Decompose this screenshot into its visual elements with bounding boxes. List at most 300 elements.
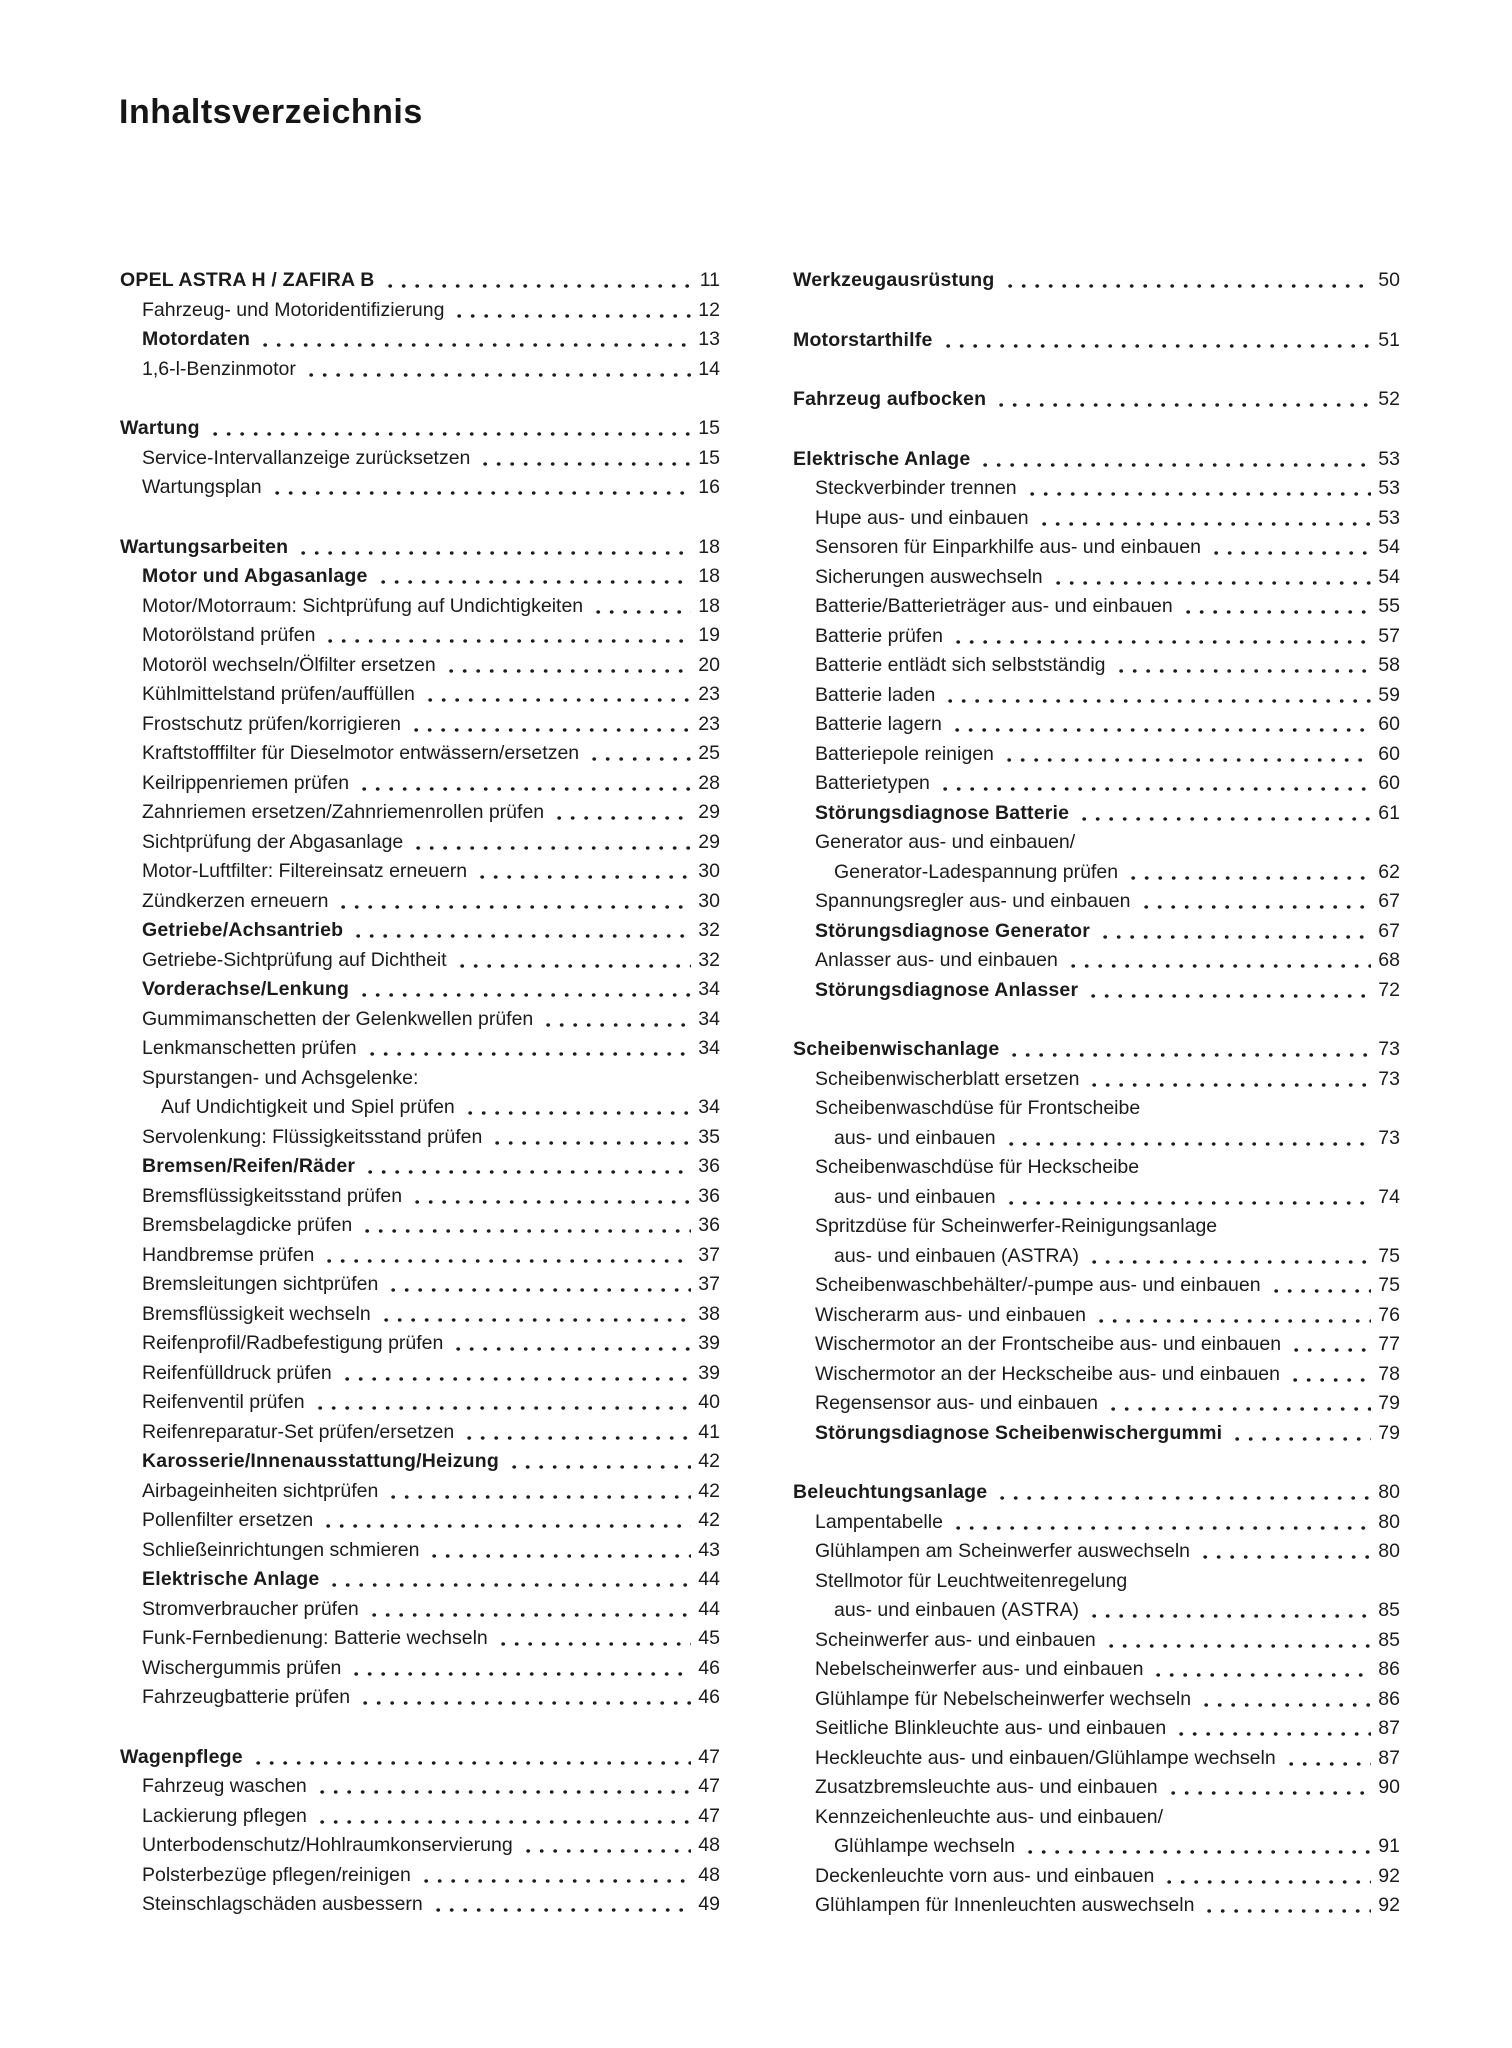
toc-entry-page: 34	[698, 1037, 720, 1059]
toc-entry-label: Funk-Fernbedienung: Batterie wechseln	[142, 1627, 488, 1649]
toc-entry-label: Lampentabelle	[815, 1510, 943, 1533]
toc-entry-label: Wischergummis prüfen	[142, 1656, 342, 1679]
toc-entry	[120, 1654, 720, 1684]
toc-entry	[120, 1034, 720, 1064]
toc-entry	[793, 1537, 1400, 1567]
toc-entry-page: 20	[698, 653, 720, 676]
toc-entry-label: Getriebe-Sichtprüfung auf Dichtheit	[142, 948, 447, 971]
toc-entry-label: Generator-Ladespannung prüfen	[834, 860, 1119, 883]
toc-entry-page: 34	[698, 1096, 720, 1118]
toc-entry	[120, 1093, 720, 1123]
dot-leader	[1095, 1301, 1371, 1331]
toc-entry-page: 34	[698, 978, 720, 1000]
dot-leader	[1167, 1773, 1372, 1803]
toc-entry-page: 72	[1378, 978, 1400, 1001]
dot-leader	[341, 1359, 692, 1389]
dot-leader	[424, 680, 691, 710]
dot-leader	[387, 1477, 691, 1507]
toc-entry-label: Batterie laden	[815, 683, 936, 706]
toc-entry	[793, 1301, 1400, 1331]
dot-leader	[358, 975, 691, 1005]
toc-entry-label: Vorderachse/Lenkung	[142, 978, 350, 1000]
dot-leader	[476, 857, 691, 887]
toc-entry	[120, 1683, 720, 1713]
toc-entry	[793, 622, 1400, 652]
toc-entry-page: 85	[1378, 1628, 1400, 1651]
toc-entry	[793, 740, 1400, 770]
dot-leader	[1285, 1744, 1372, 1774]
toc-entry	[120, 1005, 720, 1035]
dot-leader	[384, 266, 693, 296]
dot-leader	[1008, 1035, 1371, 1065]
toc-entry	[120, 621, 720, 651]
dot-leader	[323, 1241, 691, 1271]
toc-entry	[120, 1152, 720, 1182]
toc-entry-label: Scheibenwaschdüse für Frontscheibe	[815, 1097, 1141, 1119]
toc-entry-page: 87	[1378, 1746, 1400, 1769]
toc-entry-label: Polsterbezüge pflegen/reinigen	[142, 1863, 411, 1886]
toc-entry-label: OPEL ASTRA H / ZAFIRA B	[120, 269, 375, 291]
toc-entry-label: Karosserie/Innenausstattung/Heizung	[142, 1450, 499, 1472]
toc-entry-label: Lenkmanschetten prüfen	[142, 1037, 357, 1059]
dot-leader	[522, 1831, 692, 1861]
dot-leader	[368, 1595, 692, 1625]
toc-entry-page: 42	[698, 1509, 720, 1531]
dot-leader	[1200, 1685, 1371, 1715]
toc-entry	[120, 1329, 720, 1359]
toc-entry-page: 92	[1378, 1864, 1400, 1887]
toc-entry	[120, 1861, 720, 1891]
toc-entry	[120, 1565, 720, 1595]
dot-leader	[1105, 1626, 1372, 1656]
dot-leader	[316, 1802, 692, 1832]
dot-leader	[328, 1565, 691, 1595]
toc-entry	[793, 1714, 1400, 1744]
toc-entry-label: Spurstangen- und Achsgelenke:	[142, 1066, 419, 1089]
toc-entry-page: 32	[698, 919, 720, 941]
toc-entry-label: Servolenkung: Flüssigkeitsstand prüfen	[142, 1125, 483, 1148]
toc-entry-label: Handbremse prüfen	[142, 1243, 315, 1266]
toc-entry-label: Keilrippenriemen prüfen	[142, 771, 350, 794]
dot-leader	[491, 1123, 691, 1153]
toc-entry-label: Motoröl wechseln/Ölfilter ersetzen	[142, 653, 436, 676]
toc-entry-page: 23	[698, 683, 720, 705]
toc-entry	[793, 681, 1400, 711]
dot-leader	[1231, 1419, 1371, 1449]
dot-leader	[1140, 887, 1372, 917]
toc-entry-label: Reifenfülldruck prüfen	[142, 1361, 332, 1384]
toc-entry-label: Zahnriemen ersetzen/Zahnriemenrollen prüfen	[142, 801, 545, 823]
toc-entry	[793, 1655, 1400, 1685]
toc-entry-label: Werkzeugausrüstung	[793, 269, 995, 291]
toc-entry	[793, 385, 1400, 415]
dot-leader	[358, 769, 691, 799]
toc-entry	[793, 1478, 1400, 1508]
toc-entry-page: 49	[698, 1893, 720, 1915]
toc-entry	[120, 444, 720, 474]
toc-entry-label: Service-Intervallanzeige zurücksetzen	[142, 446, 471, 469]
dot-leader	[952, 622, 1371, 652]
toc-entry-page: 46	[698, 1656, 720, 1679]
toc-entry-page: 15	[698, 417, 720, 439]
toc-column-right	[793, 266, 1400, 1921]
toc-entry-label: Generator aus- und einbauen/	[815, 831, 1076, 853]
dot-leader	[1005, 1183, 1372, 1213]
dot-leader	[1088, 1065, 1371, 1095]
toc-entry-label: Batterie/Batterieträger aus- und einbauen	[815, 595, 1173, 617]
toc-entry-page: 92	[1378, 1894, 1400, 1916]
toc-entry-label: aus- und einbauen	[834, 1185, 996, 1208]
toc-entry-page: 57	[1378, 624, 1400, 647]
toc-entry	[120, 975, 720, 1005]
toc-entry	[793, 1744, 1400, 1774]
toc-entry-page: 47	[698, 1775, 720, 1797]
toc-entry-label: Fahrzeug waschen	[142, 1775, 307, 1797]
dot-leader	[316, 1772, 692, 1802]
dot-leader	[1148, 1153, 1393, 1183]
toc-entry-page: 68	[1378, 949, 1400, 971]
toc-entry	[120, 769, 720, 799]
toc-entry-page: 50	[1378, 269, 1400, 291]
dot-leader	[1004, 266, 1372, 296]
toc-entry-page: 36	[698, 1184, 720, 1207]
toc-entry	[120, 887, 720, 917]
toc-entry	[793, 1773, 1400, 1803]
dot-leader	[322, 1506, 691, 1536]
dot-leader	[364, 1152, 691, 1182]
toc-entry-label: Gummimanschetten der Gelenkwellen prüfen	[142, 1007, 534, 1030]
dot-leader	[1182, 592, 1372, 622]
toc-entry	[793, 1389, 1400, 1419]
dot-leader	[259, 325, 691, 355]
toc-entry-page: 28	[698, 771, 720, 794]
dot-leader	[1136, 1567, 1393, 1597]
toc-entry	[120, 798, 720, 828]
toc-entry-label: Batterie entlädt sich selbstständig	[815, 654, 1106, 676]
dot-leader	[1115, 651, 1372, 681]
toc-entry	[793, 917, 1400, 947]
toc-entry-page: 60	[1378, 742, 1400, 765]
toc-entry-page: 61	[1378, 801, 1400, 824]
toc-entry-label: Schließeinrichtungen schmieren	[142, 1538, 420, 1561]
toc-entry-page: 40	[698, 1391, 720, 1413]
toc-entry	[793, 1567, 1400, 1597]
toc-entry-label: Scheibenwischanlage	[793, 1038, 1000, 1060]
toc-entry-page: 18	[698, 594, 720, 617]
dot-leader	[1203, 1891, 1371, 1921]
toc-entry-page: 47	[698, 1804, 720, 1827]
toc-entry-label: Regensensor aus- und einbauen	[815, 1392, 1098, 1414]
toc-entry-page: 80	[1378, 1510, 1400, 1533]
dot-leader	[297, 533, 691, 563]
toc-entry-page: 32	[698, 948, 720, 971]
toc-entry-page: 90	[1378, 1776, 1400, 1798]
toc-entry-label: Elektrische Anlage	[142, 1568, 320, 1590]
toc-section	[793, 1035, 1400, 1448]
toc-entry	[793, 445, 1400, 475]
toc-entry-page: 85	[1378, 1599, 1400, 1621]
toc-entry	[120, 1123, 720, 1153]
toc-entry-label: Wischermotor an der Frontscheibe aus- und einbauen	[815, 1333, 1282, 1355]
dot-leader	[1052, 563, 1372, 593]
toc-entry-page: 73	[1378, 1067, 1400, 1090]
dot-leader	[1127, 858, 1371, 888]
toc-entry-page: 19	[698, 624, 720, 646]
toc-entry-label: Reifenreparatur-Set prüfen/ersetzen	[142, 1420, 455, 1443]
dot-leader	[337, 887, 691, 917]
toc-entry-label: Stromverbraucher prüfen	[142, 1597, 359, 1620]
toc-section	[793, 266, 1400, 296]
toc-entry	[120, 1211, 720, 1241]
toc-entry	[793, 946, 1400, 976]
toc-entry-label: Wartung	[120, 417, 200, 439]
dot-leader	[1290, 1330, 1371, 1360]
toc-entry-label: Scheibenwischerblatt ersetzen	[815, 1067, 1080, 1090]
toc-entry	[793, 1508, 1400, 1538]
toc-entry-page: 11	[699, 269, 720, 291]
dot-leader	[979, 445, 1371, 475]
toc-section	[120, 414, 720, 503]
toc-entry	[120, 592, 720, 622]
toc-entry-page: 45	[698, 1627, 720, 1649]
dot-leader	[412, 828, 691, 858]
toc-entry	[793, 1094, 1400, 1124]
toc-entry-label: Wischermotor an der Heckscheibe aus- und einbauen	[815, 1362, 1281, 1385]
toc-entry	[793, 563, 1400, 593]
toc-entry	[120, 296, 720, 326]
toc-entry-label: Motor/Motorraum: Sichtprüfung auf Undichtigkeiten	[142, 594, 584, 617]
toc-entry-label: aus- und einbauen	[834, 1126, 996, 1149]
toc-entry	[120, 1595, 720, 1625]
toc-entry-page: 52	[1378, 388, 1400, 410]
dot-leader	[411, 1182, 691, 1212]
toc-section	[793, 1478, 1400, 1921]
toc-entry	[120, 473, 720, 503]
toc-entry	[793, 1596, 1400, 1626]
toc-entry-page: 47	[698, 1745, 720, 1768]
toc-section	[120, 1743, 720, 1920]
toc-entry-page: 34	[698, 1007, 720, 1030]
dot-leader	[1149, 1094, 1393, 1124]
toc-entry-page: 36	[698, 1214, 720, 1236]
dot-leader	[252, 1743, 691, 1773]
toc-entry-page: 43	[698, 1538, 720, 1561]
toc-entry	[793, 1685, 1400, 1715]
toc-section	[793, 385, 1400, 415]
toc-entry	[793, 858, 1400, 888]
dot-leader	[1084, 828, 1393, 858]
toc-section	[120, 533, 720, 1713]
toc-entry-label: Airbageinheiten sichtprüfen	[142, 1479, 379, 1502]
toc-entry	[793, 1330, 1400, 1360]
toc-entry	[793, 1626, 1400, 1656]
toc-entry-page: 38	[698, 1302, 720, 1325]
dot-leader	[1175, 1714, 1371, 1744]
toc-entry-page: 86	[1378, 1687, 1400, 1710]
dot-leader	[1172, 1803, 1393, 1833]
toc-entry-page: 39	[698, 1332, 720, 1354]
toc-entry	[793, 1419, 1400, 1449]
toc-entry-page: 23	[698, 712, 720, 735]
toc-entry-page: 48	[698, 1863, 720, 1886]
dot-leader	[380, 1300, 692, 1330]
toc-entry	[120, 1300, 720, 1330]
toc-entry-label: Fahrzeug- und Motoridentifizierung	[142, 298, 445, 321]
toc-entry-page: 42	[698, 1450, 720, 1472]
toc-entry-label: Zündkerzen erneuern	[142, 889, 329, 912]
dot-leader	[942, 326, 1372, 356]
toc-entry-label: Heckleuchte aus- und einbauen/Glühlampe wechseln	[815, 1746, 1276, 1769]
dot-leader	[271, 473, 692, 503]
toc-entry-label: Frostschutz prüfen/korrigieren	[142, 712, 402, 735]
toc-entry-page: 86	[1378, 1658, 1400, 1680]
toc-entry-page: 76	[1378, 1303, 1400, 1326]
dot-leader	[387, 1270, 691, 1300]
dot-leader	[324, 621, 691, 651]
dot-leader	[1087, 976, 1371, 1006]
dot-leader	[1210, 533, 1371, 563]
dot-leader	[432, 1890, 692, 1920]
dot-leader	[553, 798, 691, 828]
toc-entry	[120, 828, 720, 858]
toc-entry-label: Kennzeichenleuchte aus- und einbauen/	[815, 1805, 1164, 1828]
toc-entry-page: 58	[1378, 654, 1400, 676]
toc-entry-label: Sicherungen auswechseln	[815, 565, 1043, 588]
toc-entry	[793, 1124, 1400, 1154]
toc-entry-page: 73	[1378, 1038, 1400, 1060]
toc-entry	[793, 1832, 1400, 1862]
toc-entry-page: 75	[1378, 1244, 1400, 1267]
toc-entry	[120, 1241, 720, 1271]
toc-entry-label: Kraftstofffilter für Dieselmotor entwässern/ersetzen	[142, 742, 580, 764]
toc-entry	[793, 769, 1400, 799]
toc-entry	[793, 710, 1400, 740]
toc-entry-page: 16	[698, 476, 720, 498]
toc-entry-page: 12	[698, 298, 720, 321]
toc-entry-label: Elektrische Anlage	[793, 447, 971, 470]
dot-leader	[588, 739, 691, 769]
toc-entry	[793, 1212, 1400, 1242]
dot-leader	[1005, 1124, 1372, 1154]
toc-entry-page: 79	[1378, 1392, 1400, 1414]
dot-leader	[1026, 474, 1372, 504]
toc-entry-label: Spritzdüse für Scheinwerfer-Reinigungsanlage	[815, 1215, 1218, 1237]
toc-entry-page: 44	[698, 1597, 720, 1620]
dot-leader	[995, 385, 1371, 415]
toc-entry	[120, 916, 720, 946]
toc-entry-label: Sensoren für Einparkhilfe aus- und einbauen	[815, 536, 1201, 558]
toc-entry-page: 13	[698, 328, 720, 350]
toc-entry-label: Fahrzeug aufbocken	[793, 388, 987, 410]
toc-entry	[793, 1360, 1400, 1390]
toc-entry-label: Wartungsarbeiten	[120, 535, 289, 558]
dot-leader	[1289, 1360, 1371, 1390]
toc-entry	[120, 1831, 720, 1861]
dot-leader	[452, 1329, 691, 1359]
toc-entry	[793, 266, 1400, 296]
dot-leader	[427, 1064, 713, 1094]
toc-entry-label: Motordaten	[142, 328, 251, 350]
page-title: Inhaltsverzeichnis	[119, 93, 423, 131]
toc-entry-label: Motor und Abgasanlage	[142, 565, 368, 587]
toc-entry	[793, 887, 1400, 917]
toc-entry-label: Batterietypen	[815, 772, 930, 794]
toc-entry-page: 78	[1378, 1362, 1400, 1385]
toc-entry	[120, 533, 720, 563]
toc-entry	[793, 1803, 1400, 1833]
toc-entry	[793, 1153, 1400, 1183]
toc-entry-label: Steinschlagschäden ausbessern	[142, 1893, 423, 1915]
toc-entry	[120, 325, 720, 355]
toc-entry-label: Beleuchtungsanlage	[793, 1481, 988, 1503]
toc-entry-page: 60	[1378, 772, 1400, 794]
toc-entry	[120, 414, 720, 444]
toc-entry	[120, 1064, 720, 1094]
toc-entry	[793, 976, 1400, 1006]
dot-leader	[366, 1034, 692, 1064]
toc-entry-label: Lackierung pflegen	[142, 1804, 307, 1827]
toc-entry-label: Bremsen/Reifen/Räder	[142, 1155, 356, 1177]
toc-entry-page: 37	[698, 1243, 720, 1266]
toc-entry	[120, 562, 720, 592]
toc-entry-label: Wagenpflege	[120, 1745, 243, 1768]
dot-leader	[464, 1093, 692, 1123]
toc-entry-label: Nebelscheinwerfer aus- und einbauen	[815, 1658, 1144, 1680]
toc-entry-label: Bremsflüssigkeit wechseln	[142, 1302, 371, 1325]
toc-entry-page: 37	[698, 1273, 720, 1295]
toc-entry-page: 59	[1378, 683, 1400, 706]
toc-entry-page: 46	[698, 1686, 720, 1708]
toc-entry-label: Motorölstand prüfen	[142, 624, 316, 646]
toc-entry-page: 80	[1378, 1540, 1400, 1562]
toc-entry-page: 60	[1378, 713, 1400, 735]
toc-entry	[793, 828, 1400, 858]
dot-leader	[1199, 1537, 1371, 1567]
toc-entry	[793, 474, 1400, 504]
toc-entry-page: 91	[1378, 1835, 1400, 1857]
toc-section	[793, 445, 1400, 1006]
dot-leader	[314, 1388, 692, 1418]
toc-entry-label: Batteriepole reinigen	[815, 742, 994, 765]
toc-entry-label: Störungsdiagnose Anlasser	[815, 978, 1079, 1001]
toc-entry-page: 30	[698, 889, 720, 912]
toc-entry-label: Unterbodenschutz/Hohlraumkonservierung	[142, 1834, 513, 1856]
toc-entry-label: Batterie prüfen	[815, 624, 943, 647]
toc-entry-page: 73	[1378, 1126, 1400, 1149]
toc-entry	[793, 504, 1400, 534]
toc-entry-page: 29	[698, 801, 720, 823]
dot-leader	[1038, 504, 1372, 534]
toc-entry-label: Bremsflüssigkeitsstand prüfen	[142, 1184, 403, 1207]
toc-entry	[120, 739, 720, 769]
dot-leader	[445, 651, 692, 681]
dot-leader	[209, 414, 692, 444]
toc-entry-page: 42	[698, 1479, 720, 1502]
dot-leader	[1088, 1596, 1371, 1626]
toc-entry	[120, 946, 720, 976]
dot-leader	[410, 710, 691, 740]
toc-entry-page: 67	[1378, 919, 1400, 942]
toc-entry-page: 79	[1378, 1421, 1400, 1444]
toc-entry	[120, 651, 720, 681]
toc-entry	[120, 1182, 720, 1212]
toc-entry-label: Motorstarthilfe	[793, 328, 933, 351]
toc-entry-label: Glühlampe für Nebelscheinwerfer wechseln	[815, 1687, 1192, 1710]
dot-leader	[305, 355, 691, 385]
dot-leader	[1088, 1242, 1371, 1272]
dot-leader	[1107, 1389, 1371, 1419]
toc-entry-label: Scheibenwaschdüse für Heckscheibe	[815, 1156, 1140, 1178]
